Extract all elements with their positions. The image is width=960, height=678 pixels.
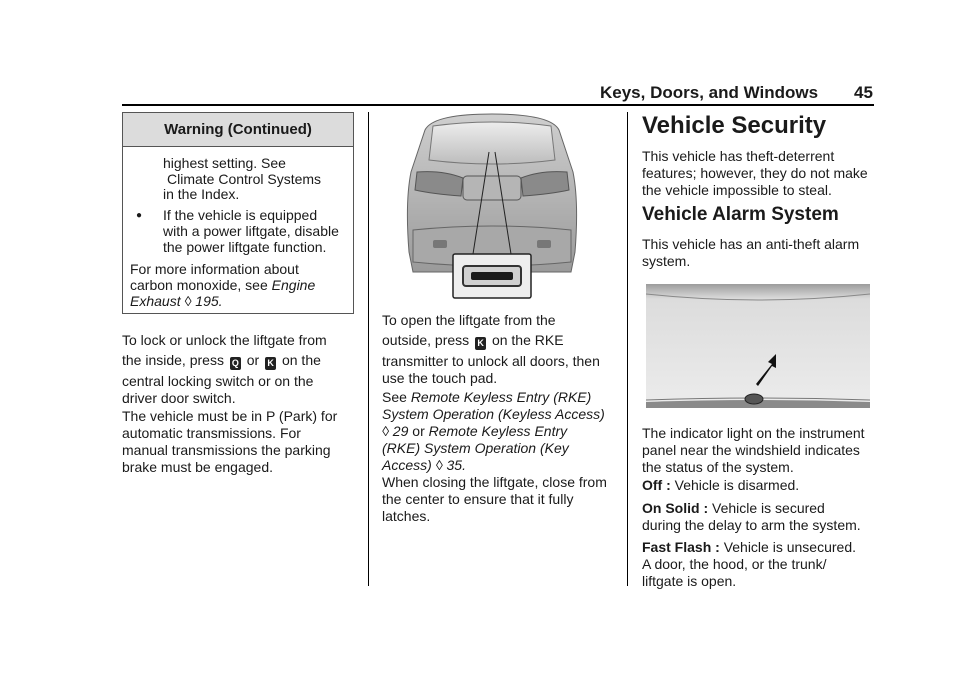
rke-page-ref-2[interactable]: ◊ 35. (435, 457, 466, 473)
left-p1-line3: central locking switch or on the (122, 373, 314, 389)
indicator-paragraph (642, 425, 874, 476)
rke-link-2-part3[interactable]: Access) (382, 457, 432, 473)
left-p1-or: or (246, 352, 260, 368)
header-rule (122, 104, 874, 106)
middle-paragraph-1 (382, 312, 614, 387)
warning-box (122, 112, 354, 314)
engine-link[interactable]: Engine (271, 277, 316, 293)
rke-link-1-part2[interactable]: System Operation (Keyless Access) (382, 406, 605, 422)
left-p2-line2: automatic transmissions. For (122, 425, 301, 441)
ind-line3: the status of the system. (642, 459, 794, 475)
flash-text1: Vehicle is unsecured. (723, 539, 856, 555)
exhaust-page-ref[interactable]: ◊ 195. (184, 293, 223, 309)
lock-key-icon: Q (231, 358, 239, 368)
solid-label: On Solid : (642, 500, 709, 516)
flash-text3: liftgate is open. (642, 573, 737, 589)
mid-p1-line2a: outside, press (382, 332, 470, 348)
warning-line-3: in the Index. (163, 186, 240, 202)
left-p1-line2a: the inside, press (122, 352, 224, 368)
rke-link-1-part1[interactable]: Remote Keyless Entry (RKE) (410, 389, 592, 405)
warning-heading: Warning (Continued) (123, 113, 353, 147)
ind-line1: The indicator light on the instrument (642, 425, 865, 441)
solid-text1: Vehicle is secured (712, 500, 825, 516)
status-fast-flash (642, 539, 874, 590)
alarm-paragraph (642, 236, 874, 270)
unlock-key-icon: K (475, 337, 486, 350)
bullet-line-2: with a power liftgate, disable (163, 223, 339, 239)
mid-p3-line1: When closing the liftgate, close from (382, 474, 607, 490)
status-on-solid (642, 500, 874, 534)
off-text: Vehicle is disarmed. (674, 477, 800, 493)
vehicle-rear-svg (403, 112, 581, 302)
column-divider-1 (368, 112, 369, 586)
mid-p1-line2b: on the RKE (491, 332, 564, 348)
bullet-icon: ● (136, 210, 143, 221)
subsection-title-alarm: Vehicle Alarm System (642, 204, 839, 225)
sec-line3: the vehicle impossible to steal. (642, 182, 832, 198)
alarm-line2: system. (642, 253, 691, 269)
warning-line-1: highest setting. See (163, 155, 286, 171)
ind-line2: panel near the windshield indicates (642, 442, 860, 458)
exhaust-link[interactable]: Exhaust (130, 293, 181, 309)
security-paragraph (642, 148, 874, 199)
mid-p3-line3: latches. (382, 508, 431, 524)
left-p2-line3: manual transmissions the parking (122, 442, 331, 458)
left-paragraph-2 (122, 408, 354, 476)
off-label: Off : (642, 477, 671, 493)
running-header-title: Keys, Doors, and Windows (600, 83, 819, 102)
indicator-illustration (646, 284, 870, 408)
middle-paragraph-3 (382, 474, 614, 525)
more-info-line-1: For more information about (130, 261, 299, 277)
rke-link-2-part2[interactable]: (RKE) System Operation (Key (382, 440, 569, 456)
flash-label: Fast Flash : (642, 539, 720, 555)
mid-or: or (412, 423, 425, 439)
left-p2-line1: The vehicle must be in P (Park) for (122, 408, 338, 424)
mid-see: See (382, 389, 407, 405)
climate-control-link[interactable]: Climate Control Systems (167, 171, 322, 187)
bullet-line-3: the power liftgate function. (163, 239, 327, 255)
rke-link-2-part1[interactable]: Remote Keyless Entry (428, 423, 568, 439)
sec-line2: features; however, they do not make (642, 165, 868, 181)
mid-p1-line4: use the touch pad. (382, 370, 498, 386)
more-info-line-2: carbon monoxide, see (130, 277, 268, 293)
solid-text2: during the delay to arm the system. (642, 517, 861, 533)
mid-p1-line3: transmitter to unlock all doors, then (382, 353, 600, 369)
sec-line1: This vehicle has theft-deterrent (642, 148, 835, 164)
flash-text2: A door, the hood, or the trunk/ (642, 556, 827, 572)
status-off (642, 477, 874, 494)
left-p1-line1: To lock or unlock the liftgate from (122, 332, 327, 348)
windshield-svg (646, 284, 870, 408)
unlock-key-icon: K (265, 357, 276, 370)
page-number: 45 (854, 83, 873, 102)
middle-paragraph-2 (382, 389, 614, 474)
liftgate-illustration (403, 112, 581, 302)
rke-page-ref-1[interactable]: ◊ 29 (382, 423, 409, 439)
mid-p3-line2: the center to ensure that it fully (382, 491, 574, 507)
column-divider-2 (627, 112, 628, 586)
alarm-line1: This vehicle has an anti-theft alarm (642, 236, 860, 252)
left-p1-line4: driver door switch. (122, 390, 236, 406)
mid-p1-line1: To open the liftgate from the (382, 312, 556, 328)
section-title-vehicle-security: Vehicle Security (642, 112, 827, 139)
left-paragraph-1 (122, 332, 354, 407)
left-p2-line4: brake must be engaged. (122, 459, 273, 475)
bullet-line-1: If the vehicle is equipped (163, 207, 318, 223)
left-p1-line2b: on the (281, 352, 321, 368)
